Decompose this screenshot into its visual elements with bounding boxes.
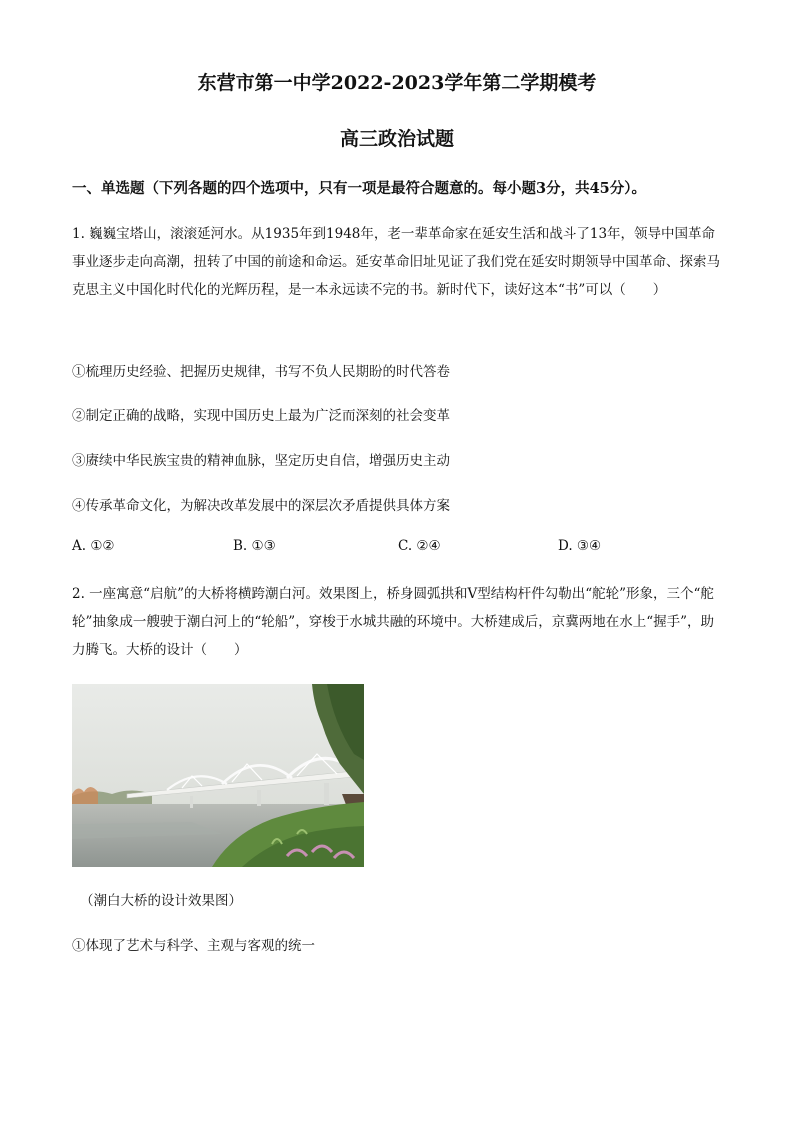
question-1-choice-4: ④传承革命文化，为解决改革发展中的深层次矛盾提供具体方案 xyxy=(72,498,450,514)
section-heading: 一、单选题（下列各题的四个选项中，只有一项是最符合题意的。每小题3分，共45分）。 xyxy=(72,180,647,197)
question-2-choice-1: ①体现了艺术与科学、主观与客观的统一 xyxy=(72,938,315,954)
question-1-choice-3: ③赓续中华民族宝贵的精神血脉，坚定历史自信，增强历史主动 xyxy=(72,453,450,469)
exam-title: 东营市第一中学2022-2023学年第二学期模考 xyxy=(197,72,597,94)
image-caption: （潮白大桥的设计效果图） xyxy=(80,893,242,909)
question-1-option-a: A. ①② xyxy=(72,538,115,554)
exam-subtitle: 高三政治试题 xyxy=(339,128,454,150)
question-2-stem: 2. 一座寓意“启航”的大桥将横跨潮白河。效果图上，桥身圆弧拱和V型结构杆件勾勒出“舵轮”形象，三个“舵轮”抽象成一艘驶于潮白河上的“轮船”，穿梭于水城共融的环境中。大桥建成后，京冀两地在水上“握手”，助力腾飞。大桥的设计（ ） xyxy=(72,586,715,658)
question-1-choice-2: ②制定正确的战略，实现中国历史上最为广泛而深刻的社会变革 xyxy=(72,408,450,424)
question-1-stem: 1. 巍巍宝塔山，滚滚延河水。从1935年到1948年，老一辈革命家在延安生活和战斗了13年，领导中国革命事业逐步走向高潮，扭转了中国的前途和命运。延安革命旧址见证了我们党在延安时期领导中国革命、探索马克思主义中国化时代化的光辉历程，是一本永远读不完的书。新时代下，读好这本“书”可以（ ） xyxy=(72,226,720,298)
question-1-choice-1: ①梳理历史经验、把握历史规律，书写不负人民期盼的时代答卷 xyxy=(72,364,450,380)
question-1-option-c: C. ②④ xyxy=(398,538,441,554)
bridge-design-image xyxy=(72,684,364,867)
question-1-option-b: B. ①③ xyxy=(233,538,276,554)
question-1-option-d: D. ③④ xyxy=(558,538,602,554)
